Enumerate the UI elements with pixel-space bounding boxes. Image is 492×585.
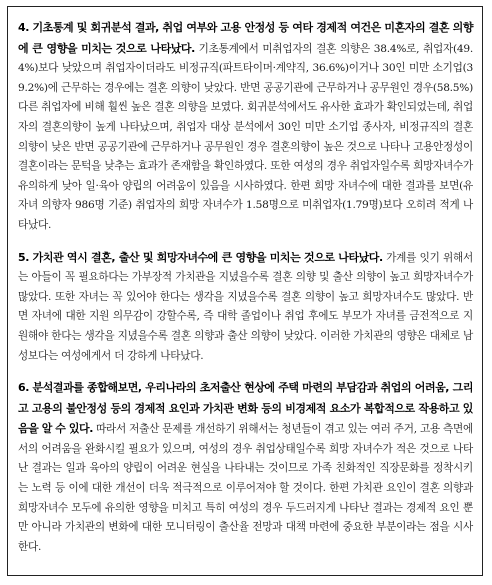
finding-6-body: 따라서 저출산 문제를 개선하기 위해서는 청년들이 겪고 있는 여러 주거, 고용 측면에서의 어려움을 완화시킬 필요가 있으며, 여성의 경우 취업상태일수록 희망 자녀수가 적은 것으로 나타난 결과는 일과 육아의 양립이 어려운 현실을 나타내는 것이므로 가족 친화적인 직장문화를 정착시키는 노력 등 이에 대한 개선이 더욱 적극적으로 이루어져야 할 것이다. 한편 가치관 요인이 결혼 의향과 희망자녀수 모두에 유의한 영향을 미치고 특히 여성의 경우 두드러지게 나타난 결과는 경제적 요인 뿐만 아니라 가치관의 변화에 대한 모니터링이 출산율 전망과 대책 마련에 중요한 부분이라는 점을 시사한다. [18,423,473,553]
finding-6-paragraph [18,378,473,557]
finding-6-lead: 6. 분석결과를 종합해보면, 우리나라의 초저출산 현상에 주택 마련의 부담감과 취업의 어려움, 그리고 고용의 불안정성 등의 경제적 요인과 가치관 변화 등의 비경제적 요소가 복합적으로 작용하고 있음을 알 수 있다. [18,381,473,436]
finding-5-paragraph [18,248,473,367]
finding-4-body: 기초통계에서 미취업자의 결혼 의향은 38.4%로, 취업자(49.4%)보다 낮았으며 취업자이더라도 비정규직(파트타이머·계약직, 36.6%)이거나 30인 미만 소기업(39.2%)에 근무하는 경우에는 결혼 의향이 낮았다. 반면 공공기관에 근무하거나 공무원인 경우(58.5%) 다른 취업자에 비해 훨씬 높은 결혼 의향을 보였다. 회귀분석에서도 유사한 효과가 확인되었는데, 취업자의 결혼의향이 높게 나타났으며, 취업자 대상 분석에서 30인 미만 소기업 종사자, 비정규직의 결혼의향이 낮은 반면 공공기관에 근무하거나 공무원인 경우 결혼의향이 높은 것으로 나타나 고용안정성이 결혼이라는 문턱을 낮추는 효과가 존재함을 확인하였다. 또한 여성의 경우 취업자일수록 희망자녀수가 유의하게 낮아 일·육아 양립의 어려움이 있음을 시사하였다. 한편 희망 자녀수에 대한 결과를 보면(유자녀 의향자 986명 기준) 취업자의 희망 자녀수가 1.58명으로 미취업자(1.79명)보다 오히려 적게 나타났다. [18,42,473,231]
finding-4-paragraph [18,18,473,236]
finding-4-lead: 4. 기초통계 및 회귀분석 결과, 취업 여부와 고용 안정성 등 여타 경제적 여건은 미혼자의 결혼 의향에 큰 영향을 미치는 것으로 나타났다. [18,21,473,55]
finding-5-body: 가계를 잇기 위해서는 아들이 꼭 필요하다는 가부장적 가치관을 지녔을수록 결혼 의향 및 출산 의향이 높고 희망자녀수가 많았다. 또한 자녀는 꼭 있어야 한다는 생각을 지녔을수록 결혼 의향이 높고 희망자녀수도 많았다. 반면 자녀에 대한 지원 의무감이 강할수록, 즉 대학 졸업이나 취업 후에도 부모가 자녀를 금전적으로 지원해야 한다는 생각을 지녔을수록 결혼 의향과 출산 의향이 낮았다. 이러한 가치관의 영향은 대체로 남성보다는 여성에게서 더 강하게 나타났다. [18,251,473,362]
finding-5-lead: 5. 가치관 역시 결혼, 출산 및 희망자녀수에 큰 영향을 미치는 것으로 나타났다. [18,250,383,264]
findings-box [7,6,483,576]
